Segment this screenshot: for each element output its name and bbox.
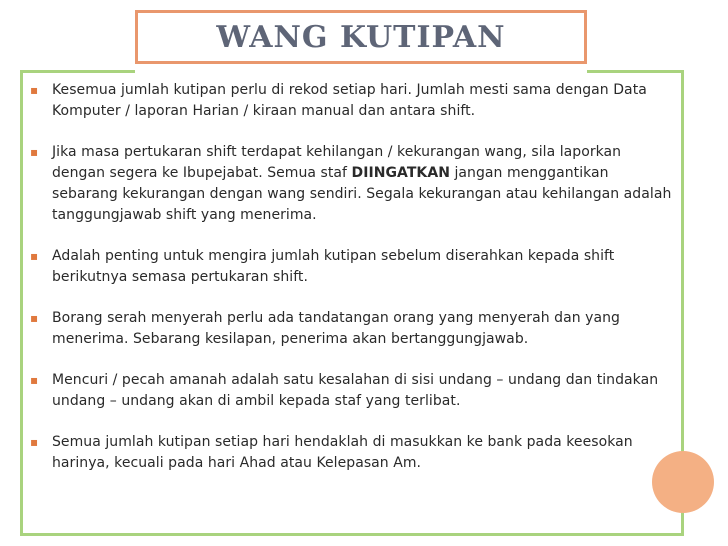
bullet-marker-icon: ▪ bbox=[30, 83, 39, 97]
bullet-list bbox=[28, 80, 676, 494]
title-frame bbox=[135, 10, 587, 64]
bullet-text: Kesemua jumlah kutipan perlu di rekod setiap hari. Jumlah mesti sama dengan Data Komputer / laporan Harian / kiraan manual dan antara shift. bbox=[52, 82, 647, 119]
bullet-text: Semua jumlah kutipan setiap hari hendaklah di masukkan ke bank pada keesokan harinya, kecuali pada hari Ahad atau Kelepasan Am. bbox=[52, 434, 633, 471]
bullet-marker-icon: ▪ bbox=[30, 311, 39, 325]
bullet-item bbox=[28, 308, 676, 350]
bullet-marker-icon: ▪ bbox=[30, 249, 39, 263]
bullet-text: Adalah penting untuk mengira jumlah kutipan sebelum diserahkan kepada shift berikutnya semasa pertukaran shift. bbox=[52, 248, 615, 285]
bullet-marker-icon: ▪ bbox=[30, 373, 39, 387]
bullet-item bbox=[28, 432, 676, 474]
bullet-item bbox=[28, 142, 676, 226]
bullet-text: Jika masa pertukaran shift terdapat kehilangan / kekurangan wang, sila laporkan dengan segera ke Ibupejabat. Semua staf bbox=[52, 144, 622, 181]
bullet-item bbox=[28, 246, 676, 288]
page-title: WANG KUTIPAN bbox=[216, 19, 506, 55]
bullet-text: jangan menggantikan sebarang kekurangan dengan wang sendiri. Segala kekurangan atau kehilangan adalah tanggungjawab shift yang menerima. bbox=[52, 165, 672, 223]
bullet-text: Mencuri / pecah amanah adalah satu kesalahan di sisi undang – undang dan tindakan undang – undang akan di ambil kepada staf yang terlibat. bbox=[52, 372, 659, 409]
bullet-emphasis: DIINGATKAN bbox=[351, 165, 450, 181]
bullet-marker-icon: ▪ bbox=[30, 145, 39, 159]
frame-gap bbox=[135, 64, 587, 73]
bullet-item bbox=[28, 370, 676, 412]
bullet-text: Borang serah menyerah perlu ada tandatangan orang yang menyerah dan yang menerima. Sebarang kesilapan, penerima akan bertanggungjawab. bbox=[52, 310, 620, 347]
decorative-circle-icon bbox=[652, 451, 714, 513]
bullet-marker-icon: ▪ bbox=[30, 435, 39, 449]
bullet-item bbox=[28, 80, 676, 122]
